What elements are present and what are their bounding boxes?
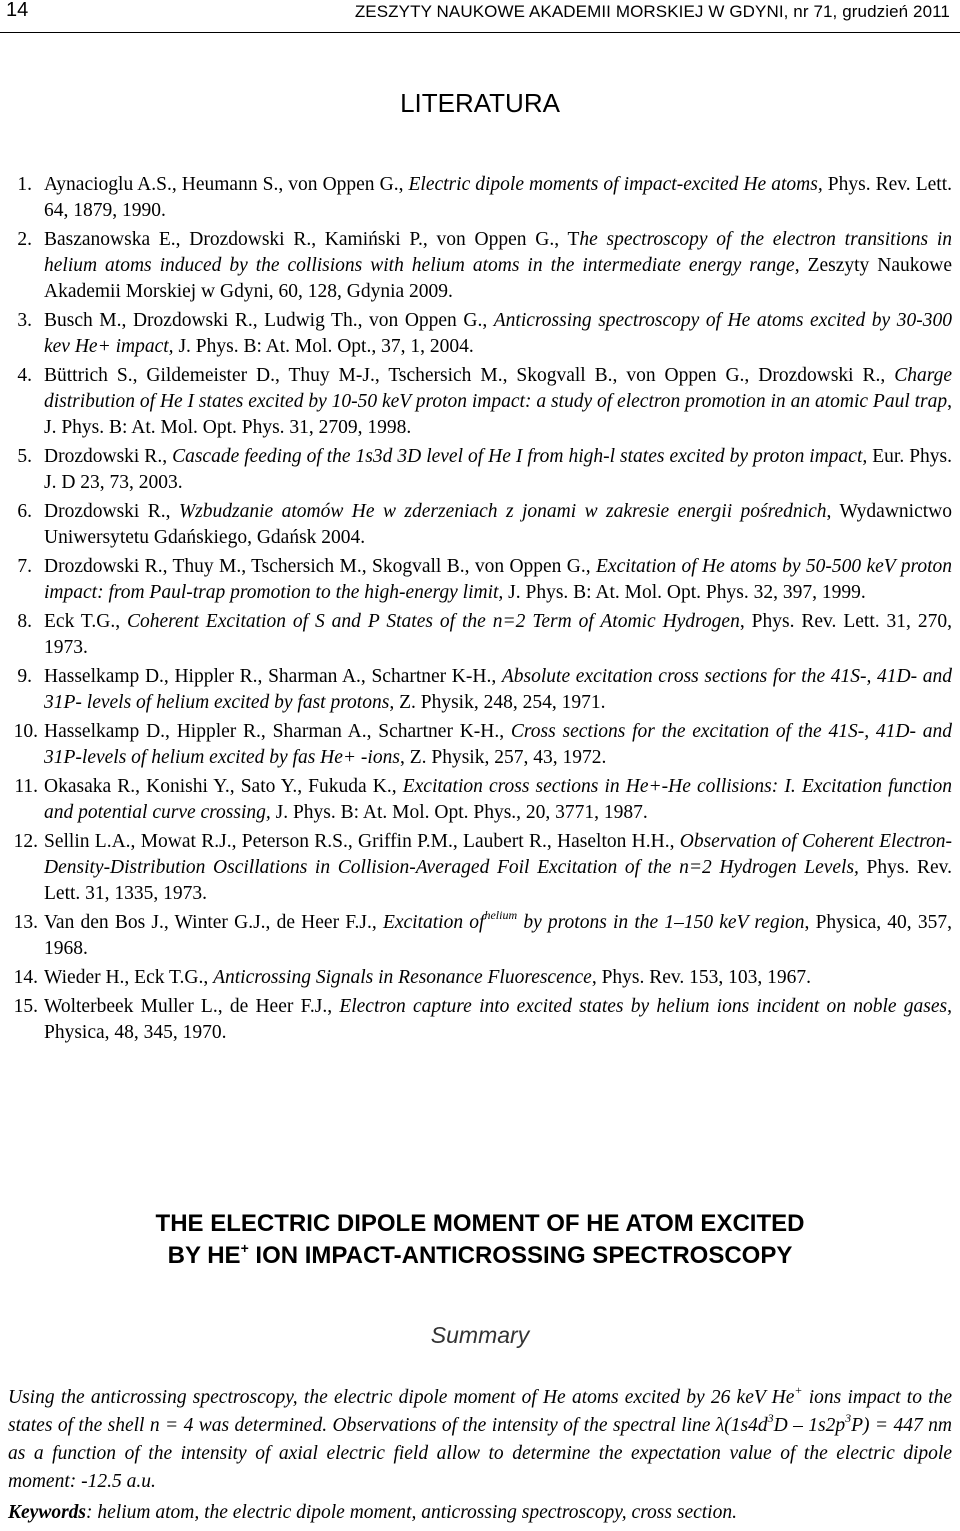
summary-text [8,1384,952,1496]
reference-superscript: helium [484,908,518,922]
reference-number: 11. [14,776,38,797]
reference-title: Anticrossing spectroscopy of He atoms excited by 30-300 kev He+ impact, [44,310,952,357]
reference-source: , Phys. Rev. Lett. 31, 270, 1973. [44,611,952,658]
summary-heading: Summary [430,1322,530,1348]
reference-source: , Physica, 40, 357, 1968. [44,912,952,959]
reference-source: , Phys. Rev. 153, 103, 1967. [591,967,812,988]
summary-superscript: 3 [767,1411,774,1425]
reference-item [8,227,952,305]
reference-item [8,829,952,907]
reference-item [8,308,952,360]
reference-item [8,172,952,224]
reference-number: 4. [17,365,32,386]
journal-title: ZESZYTY NAUKOWE AKADEMII MORSKIEJ W GDYNI, nr 71, grudzień 2011 [354,2,950,21]
english-article-title [0,1208,960,1272]
english-title-line2-start: BY HE [167,1242,241,1269]
reference-title: Wzbudzanie atomów He w zderzeniach z jonami w zakresie energii pośrednich [178,501,827,522]
reference-authors: Busch M., Drozdowski R., Ludwig Th., von Oppen G., [44,310,494,331]
reference-title: Cross sections for the excitation of the 41S-, 41D- and 31P-levels of helium excited by fas He+ -ions [44,721,952,768]
reference-number: 15. [13,996,38,1017]
reference-number: 8. [17,611,32,632]
reference-authors: Okasaka R., Konishi Y., Sato Y., Fukuda K., [44,776,403,797]
english-title-line2-end: ION IMPACT-ANTICROSSING SPECTROSCOPY [248,1242,793,1269]
reference-number: 1. [17,174,32,195]
reference-authors: Hasselkamp D., Hippler R., Sharman A., Schartner K-H., [44,721,511,742]
references-heading: LITERATURA [400,88,560,118]
reference-source: , J. Phys. B: At. Mol. Opt. Phys. 31, 2709, 1998. [44,391,952,438]
reference-item [8,994,952,1046]
reference-source: Phys. Rev. Lett. 64, 1879, 1990. [44,174,952,221]
reference-authors: Baszanowska E., Drozdowski R., Kamiński P., von Oppen G., T [44,229,580,250]
reference-title: Electric dipole moments of impact-excited He atoms, [408,174,823,195]
reference-title: Excitation of He atoms by 50-500 keV proton impact: from Paul-trap promotion to the high-energy limit, [44,556,952,603]
reference-source: , Wydawnictwo Uniwersytetu Gdańskiego, Gdańsk 2004. [44,501,952,548]
reference-title: he spectroscopy of the electron transitions in helium atoms induced by the collisions with helium atoms in the intermediate energy range [44,229,952,276]
english-title-line1: THE ELECTRIC DIPOLE MOMENT OF HE ATOM EXCITED [155,1210,805,1237]
reference-item [8,363,952,441]
english-title-superscript: + [240,1240,249,1256]
reference-item [8,664,952,716]
reference-title: Excitation of [382,912,485,933]
reference-source: J. Phys. B: At. Mol. Opt. Phys. 32, 397, 1999. [503,582,866,603]
reference-title: Cascade feeding of the 1s3d 3D level of He I from high-l states excited by proton impact, [172,446,868,467]
keywords-text: : helium atom, the electric dipole moment, anticrossing spectroscopy, cross section. [86,1502,737,1523]
reference-item [8,444,952,496]
reference-number: 12. [13,831,38,852]
reference-number: 6. [17,501,32,522]
reference-title: Observation of Coherent Electron-Density-Distribution Oscillations in Collision-Averaged Foil Excitation of the n=2 Hydrogen Levels, [44,831,953,878]
reference-authors: Drozdowski R., Thuy M., Tschersich M., Skogvall B., von Oppen G., [44,556,596,577]
summary-part: ions impact to the states of the shell n = 4 was determined. Observations of the intensity of the spectral line λ(1s4d [8,1387,952,1436]
reference-item [8,609,952,661]
reference-number: 7. [17,556,32,577]
running-header [0,0,960,33]
reference-authors: Büttrich S., Gildemeister D., Thuy M-J., Tschersich M., Skogvall B., von Oppen G., Drozdowski R., [44,365,895,386]
reference-source: Phys. Rev. Lett. 31, 1335, 1973. [44,857,952,904]
reference-number: 5. [17,446,32,467]
reference-title: Coherent Excitation of S and P States of the n=2 Term of Atomic Hydrogen [127,611,740,632]
reference-authors: Aynacioglu A.S., Heumann S., von Oppen G., [44,174,409,195]
summary-superscript: 3 [845,1411,852,1425]
reference-number: 10. [13,721,38,742]
reference-number: 9. [17,666,32,687]
reference-authors: Drozdowski R., [44,446,173,467]
reference-source: Z. Physik, 248, 254, 1971. [394,692,606,713]
reference-title-continued: by protons in the 1–150 keV region [517,912,805,933]
summary-part: Using the anticrossing spectroscopy, the electric dipole moment of He atoms excited by 26 keV He [8,1387,795,1408]
reference-title: Absolute excitation cross sections for the 41S-, 41D- and 31P- levels of helium excited by fast protons, [44,666,952,713]
reference-source: J. Phys. B: At. Mol. Opt., 37, 1, 2004. [173,336,474,357]
reference-title: Anticrossing Signals in Resonance Fluorescence [213,967,592,988]
reference-item [8,910,952,962]
reference-title: Charge distribution of He I states excited by 10-50 keV proton impact: a study of electron promotion in an atomic Paul trap [44,365,952,412]
page-number: 14 [6,0,29,21]
reference-authors: Wolterbeek Muller L., de Heer F.J., [44,996,340,1017]
reference-title: Electron capture into excited states by helium ions incident on noble gases [339,996,948,1017]
reference-item [8,965,952,991]
reference-number: 14. [13,967,38,988]
reference-authors: Eck T.G., [44,611,128,632]
reference-item [8,499,952,551]
reference-authors: Sellin L.A., Mowat R.J., Peterson R.S., Griffin P.M., Laubert R., Haselton H.H., [44,831,680,852]
reference-item [8,554,952,606]
keywords-label: Keywords [8,1502,86,1523]
reference-number: 13. [13,912,38,933]
summary-part: D – 1s2p [773,1415,846,1436]
english-title-line2 [0,1240,960,1272]
reference-source: J. Phys. B: At. Mol. Opt. Phys., 20, 3771, 1987. [270,802,648,823]
reference-authors: Hasselkamp D., Hippler R., Sharman A., Schartner K-H., [44,666,502,687]
reference-authors: Van den Bos J., Winter G.J., de Heer F.J., [44,912,383,933]
summary-part: P) = 447 nm as a function of the intensity of axial electric field allow to determine the expectation value of the electric dipole moment: -12.5 a.u. [8,1415,952,1492]
keywords-line [8,1502,952,1524]
reference-source: , Zeszyty Naukowe Akademii Morskiej w Gdyni, 60, 128, Gdynia 2009. [44,255,953,302]
reference-authors: Wieder H., Eck T.G., [44,967,214,988]
summary-superscript: + [794,1383,803,1397]
reference-number: 3. [17,310,32,331]
reference-item [8,774,952,826]
reference-list [8,172,952,1049]
reference-number: 2. [17,229,32,250]
reference-source: Eur. Phys. J. D 23, 73, 2003. [44,446,953,493]
reference-title: Excitation cross sections in He+-He collisions: I. Excitation function and potential curve crossing, [44,776,952,823]
reference-item [8,719,952,771]
reference-authors: Drozdowski R., [44,501,179,522]
reference-source: , Physica, 48, 345, 1970. [44,996,952,1043]
reference-source: , Z. Physik, 257, 43, 1972. [399,747,607,768]
